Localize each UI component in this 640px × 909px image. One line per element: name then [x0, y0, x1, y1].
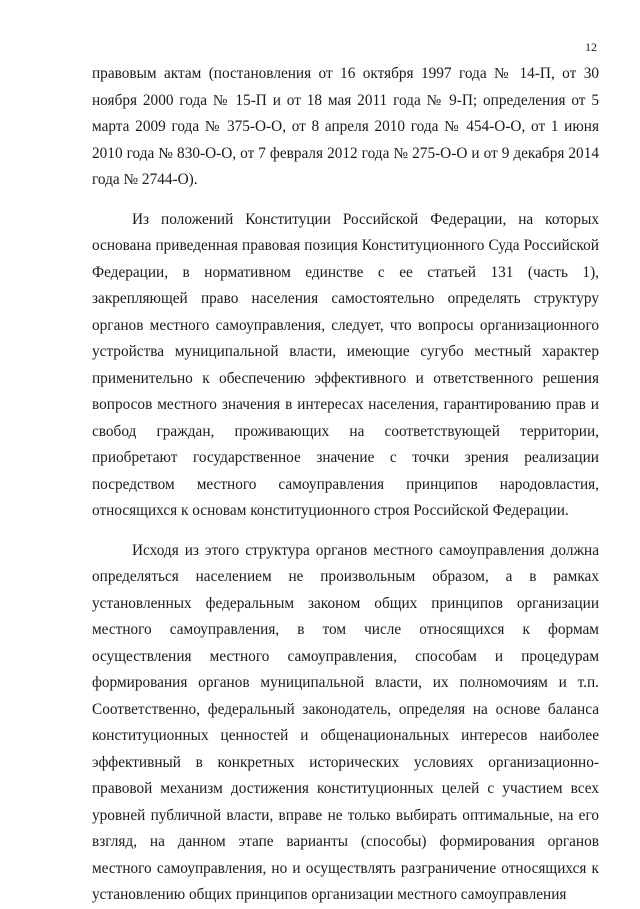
paragraph-structure-of-bodies: Исходя из этого структура органов местного самоуправления должна определяться населением не произвольным образом, а в рамках установленных федеральным законом общих принципов организации местного самоуправления, в том числе относящихся к формам осуществления местного самоуправления, способам и процедурам формирования органов муниципальной власти, их полномочиям и т.п. Соответственно, федеральный законодатель, определяя на основе баланса конституционных ценностей и общенациональных интересов наиболее эффективный в конкретных исторических условиях организационно-правовой механизм достижения конституционных целей с участием всех уровней публичной власти, вправе не только выбирать оптимальные, на его взгляд, на данном этапе варианты (способы) формирования органов местного самоуправления, но и осуществлять разграничение относящихся к установлению общих принципов организации местного самоуправления: [92, 541, 599, 903]
paragraph-constitution-provisions: Из положений Конституции Российской Федерации, на которых основана приведенная правовая позиция Конституционного Суда Российской Федерации, в нормативном единстве с ее статьей 131 (часть 1), закрепляющей право населения самостоятельно определять структуру органов местного самоуправления, следует, что вопросы организационного устройства муниципальной власти, имеющие сугубо местный характер применительно к обеспечению эффективного и ответственного решения вопросов местного значения в интересах населения, гарантированию прав и свобод граждан, проживающих на соответствующей территории, приобретают государственное значение с точки зрения реализации посредством местного самоуправления принципов народовластия, относящихся к основам конституционного строя Российской Федерации.: [92, 210, 599, 519]
paragraph-gap: [92, 194, 599, 207]
paragraph-gap: [92, 525, 599, 538]
page-number: 12: [585, 40, 597, 54]
paragraph-continuation: правовым актам (постановления от 16 октября 1997 года № 14-П, от 30 ноября 2000 года № 15-П и от 18 мая 2011 года № 9-П; определения от 5 марта 2009 года № 375-О-О, от 8 апреля 2010 года № 454-О-О, от 1 июня 2010 года № 830-О-О, от 7 февраля 2012 года № 275-О-О и от 9 декабря 2014 года № 2744-О).: [92, 65, 599, 188]
document-body: [92, 61, 599, 909]
